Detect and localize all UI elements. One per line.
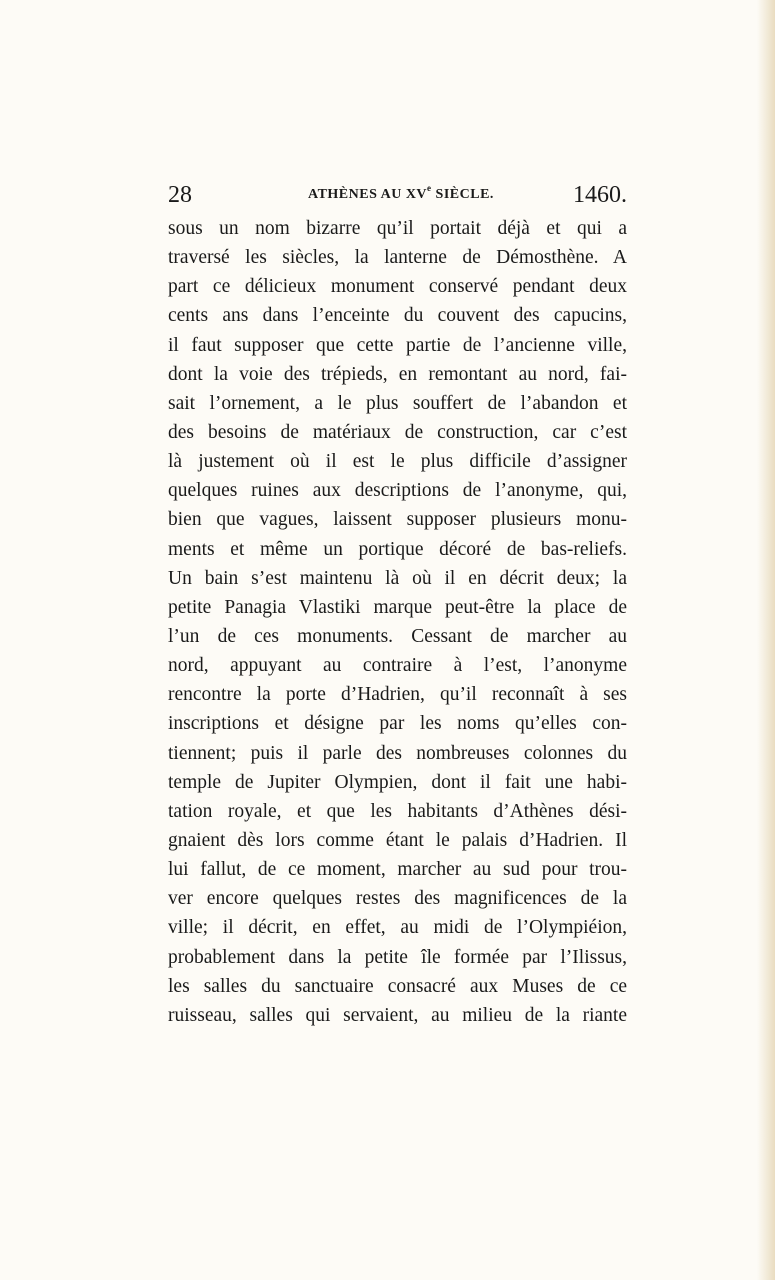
text-line: sous un nom bizarre qu’il portait déjà et qui a xyxy=(168,218,627,239)
page-edge-shadow xyxy=(757,0,775,1280)
text-line: Un bain s’est maintenu là où il en décrit deux; la xyxy=(168,567,627,589)
text-line: nord, appuyant au contraire à l’est, l’anonyme xyxy=(168,655,627,677)
text-line: ments et même un portique décoré de bas-reliefs. xyxy=(168,538,627,560)
text-line: tiennent; puis il parle des nombreuses colonnes du xyxy=(168,742,627,764)
text-line: traversé les siècles, la lanterne de Démosthène. A xyxy=(168,247,627,269)
text-line: ver encore quelques restes des magnificences de la xyxy=(168,888,627,910)
running-title-superscript: e xyxy=(427,183,432,193)
text-line: cents ans dans l’enceinte du couvent des capucins, xyxy=(168,305,627,327)
year-marker: 1460. xyxy=(573,182,627,208)
page-number: 28 xyxy=(168,182,192,208)
running-title-main: ATHÈNES AU XV xyxy=(308,187,428,202)
text-line: ruisseau, salles qui servaient, au milieu de la riante xyxy=(168,1004,627,1026)
running-title-tail: SIÈCLE. xyxy=(431,187,494,202)
text-line: part ce délicieux monument conservé pendant deux xyxy=(168,276,627,298)
text-line: probablement dans la petite île formée par l’Ilissus, xyxy=(168,946,627,968)
text-line: l’un de ces monuments. Cessant de marcher au xyxy=(168,625,627,647)
running-title xyxy=(308,178,494,212)
text-line: dont la voie des trépieds, en remontant au nord, fai- xyxy=(168,363,627,385)
text-line: ville; il décrit, en effet, au midi de l’Olympiéion, xyxy=(168,917,627,939)
running-head xyxy=(168,178,627,212)
text-line: tation royale, et que les habitants d’Athènes dési- xyxy=(168,800,627,822)
text-line: là justement où il est le plus difficile d’assigner xyxy=(168,451,627,473)
text-line: il faut supposer que cette partie de l’ancienne ville, xyxy=(168,334,627,356)
text-line: temple de Jupiter Olympien, dont il fait une habi- xyxy=(168,771,627,793)
text-line: gnaient dès lors comme étant le palais d’Hadrien. Il xyxy=(168,829,627,851)
body-text xyxy=(168,214,627,1030)
text-line: lui fallut, de ce moment, marcher au sud pour trou- xyxy=(168,859,627,881)
text-line: petite Panagia Vlastiki marque peut-être la place de xyxy=(168,596,627,618)
text-line: rencontre la porte d’Hadrien, qu’il reconnaît à ses xyxy=(168,684,627,706)
text-line: sait l’ornement, a le plus souffert de l’abandon et xyxy=(168,392,627,414)
text-line: des besoins de matériaux de construction, car c’est xyxy=(168,421,627,443)
text-line: quelques ruines aux descriptions de l’anonyme, qui, xyxy=(168,480,627,502)
text-line: les salles du sanctuaire consacré aux Muses de ce xyxy=(168,975,627,997)
text-line: inscriptions et désigne par les noms qu’elles con- xyxy=(168,713,627,735)
text-line: bien que vagues, laissent supposer plusieurs monu- xyxy=(168,509,627,531)
